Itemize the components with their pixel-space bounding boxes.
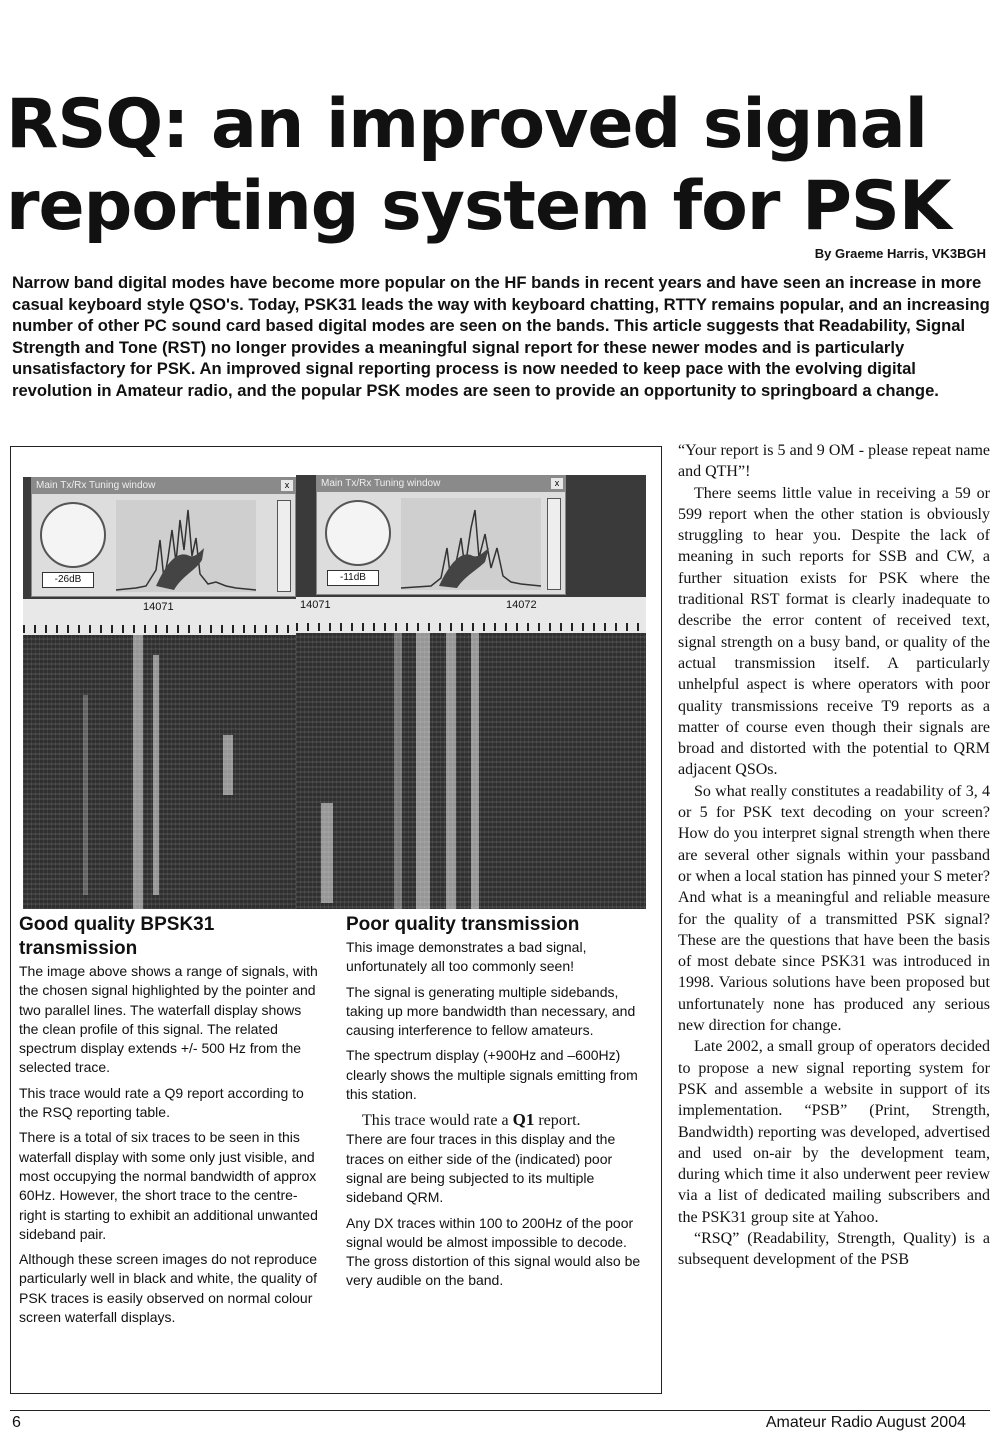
rating-text: report. [534,1112,581,1130]
signal-trace [416,633,430,909]
spectrum-display [116,500,256,592]
frequency-ruler [296,597,646,634]
caption-paragraph: This trace would rate a Q9 report according to the RSQ reporting table. [19,1084,304,1121]
rating-text: This trace would rate a [362,1112,513,1130]
caption-paragraph: The signal is generating multiple sidebands, taking up more bandwidth than necessary, and causing interference to fellow amateurs. [346,983,636,1039]
caption-paragraph: Any DX traces within 100 to 200Hz of the poor signal would be almost impossible to decode. The gross distortion of this signal would also be very audible on the band. [346,1214,641,1289]
caption-paragraph: The image above shows a range of signals, with the chosen signal highlighted by the pointer and two parallel lines. The waterfall display shows the clean profile of this signal. The related spectrum display extends +/- 500 Hz from the selected trace. [19,963,318,1076]
window-title-text: Main Tx/Rx Tuning window [36,480,156,491]
tick-marks [296,623,646,631]
signal-trace [153,655,159,895]
caption-paragraph: There are four traces in this display and the traces on either side of the (indicated) poor signal are being subjected to its multiple sideband QRM. [346,1131,616,1206]
poor-signal-caption [346,913,646,1297]
article-title: RSQ: an improved signal reporting system for PSK [6,85,951,246]
poor-signal-screenshot [296,475,646,909]
window-title [317,476,565,492]
body-paragraph: “RSQ” (Readability, Strength, Quality) is a subsequent development of the PSB [678,1229,990,1269]
db-readout: -11dB [327,570,379,586]
rating-value: Q1 [512,1110,535,1130]
intro-paragraph: Narrow band digital modes have become more popular on the HF bands in recent years and have seen an increase in more casual keyboard style QSO's. Today, PSK31 leads the way with keyboard chatting, RTTY remains popular, and an increasing number of other PC sound card based digital modes are seen on the bands. This article suggests that Readability, Signal Strength and Tone (RST) no longer provides a meaningful signal report for these newer modes and is particularly unsatisfactory for PSK. An improved signal reporting process is now needed to keep pace with the evolving digital revolution in Amateur radio, and the popular PSK modes are seen to provide an opportunity to springboard a change. [12,273,990,400]
footer-rule [10,1410,990,1411]
spectrum-graph [401,498,541,590]
freq-label: 14071 [143,601,174,613]
scrollbar [547,498,561,590]
close-icon: x [551,478,563,489]
caption-paragraph: There is a total of six traces to be seen in this waterfall display with some only just visible, and most occupying the normal bandwidth of approx 60Hz. However, the short trace to the centre-right is starting to exhibit an additional unwanted sideband pair. [19,1129,318,1242]
body-paragraph: There seems little value in receiving a 59 or 599 report when the other station is obviously struggling to hear you. Despite the lack of meaning in such reports for SSB and CW, a further situation exists for PSK where the traditional RST format is clearly inadequate to describe the error content of received text, signal strength on a busy band, or quality of the actual transmission itself. A particularly unhelpful aspect is where operators with poor quality transmissions receive T9 reports as a matter of course even though their signals are broad and distorted with the potential to QRM adjacent QSOs. [678,484,990,779]
body-column [678,440,990,1271]
window-title [32,478,295,494]
spectrum-graph [116,500,256,592]
tuning-window [31,477,296,597]
freq-label: 14072 [506,599,537,611]
level-dial [325,500,391,566]
tuning-window [316,475,566,595]
caption-heading: Good quality BPSK31 transmission [19,914,215,959]
window-title-text: Main Tx/Rx Tuning window [321,478,441,489]
page-number: 6 [12,1414,21,1431]
caption-paragraph: This image demonstrates a bad signal, unfortunately all too commonly seen! [346,939,587,975]
close-icon: x [281,480,293,491]
freq-label: 14071 [300,599,331,611]
signal-trace [321,803,333,903]
signal-trace [83,695,88,895]
caption-paragraph: The spectrum display (+900Hz and –600Hz) clearly shows the multiple signals emitting from this station. [346,1047,638,1103]
caption-heading: Poor quality transmission [346,914,580,935]
signal-trace [446,633,456,909]
spectrum-display [401,498,541,590]
good-signal-screenshot [23,477,306,909]
byline: By Graeme Harris, VK3BGH [814,246,986,261]
frequency-ruler [23,599,306,636]
db-readout: -26dB [42,572,94,588]
waterfall-display [23,635,306,909]
body-paragraph: So what really constitutes a readability of 3, 4 or 5 for PSK text decoding on your screen? How do you interpret signal strength when there are several other signals within your passband or when a local station has pinned your S meter? And what is a meaningful and reliable measure for the quality of a transmitted PSK signal? These are the questions that have been the basis of most debate since PSK31 was introduced in 1998. Various solutions have been proposed but unfortunately none has produced any serious new direction for change. [678,782,990,1035]
journal-name: Amateur Radio August 2004 [765,1414,966,1431]
scrollbar [277,500,291,592]
caption-rating-line [346,1110,646,1130]
signal-trace [394,633,402,909]
level-dial [40,502,106,568]
waterfall-display [296,633,646,909]
signal-trace [133,635,143,909]
good-signal-caption [19,913,319,1333]
body-paragraph: “Your report is 5 and 9 OM - please repeat name and QTH”! [678,442,990,481]
tick-marks [23,625,306,633]
signal-trace [223,735,233,795]
caption-paragraph: Although these screen images do not reproduce particularly well in black and white, the quality of PSK traces is easily observed on normal colour screen waterfall displays. [19,1251,318,1326]
signal-trace [471,633,479,909]
body-paragraph: Late 2002, a small group of operators decided to propose a new signal reporting system for PSK and assemble a website in support of its implementation. “PSB” (Print, Strength, Bandwidth) reporting was developed, advertised and used on-air by the development team, during which time it also underwent peer review via a list of dedicated mailing subscribers and the PSK31 group site at Yahoo. [678,1038,990,1226]
figure-box [10,446,662,1394]
